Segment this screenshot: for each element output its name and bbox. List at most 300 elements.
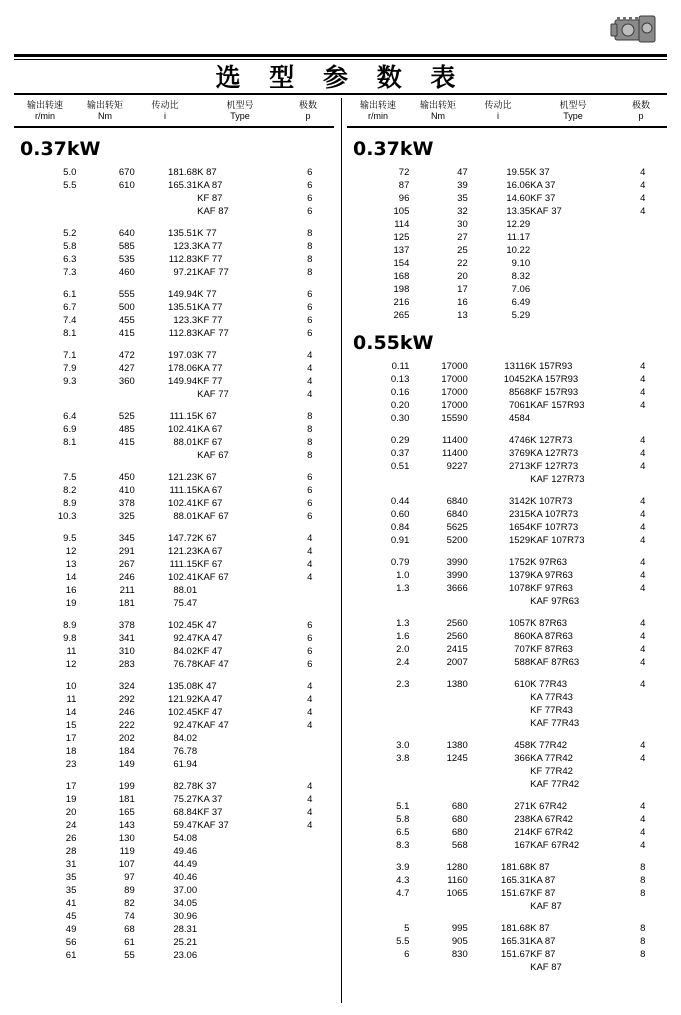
row-spacer xyxy=(14,610,334,619)
table-cell: 1078 xyxy=(508,583,531,594)
spec-table xyxy=(347,166,667,322)
table-cell: 17 xyxy=(65,733,77,744)
table-cell xyxy=(619,961,667,974)
table-row xyxy=(347,961,667,974)
table-cell: 8 xyxy=(307,450,313,461)
table-row xyxy=(347,373,667,386)
table-cell: 30.96 xyxy=(173,911,198,922)
table-row xyxy=(347,534,667,547)
table-cell: 6 xyxy=(307,193,313,204)
table-cell xyxy=(286,871,334,884)
table-row xyxy=(14,719,334,732)
table-cell: 246 xyxy=(118,572,135,583)
table-cell: K 157R93 xyxy=(530,361,573,372)
table-cell: 8 xyxy=(307,254,313,265)
table-cell: 12 xyxy=(65,659,77,670)
table-cell: 119 xyxy=(119,846,135,857)
table-row xyxy=(347,717,667,730)
table-cell: 61 xyxy=(124,937,135,948)
table-cell: KAF 77R43 xyxy=(530,718,580,729)
table-row xyxy=(347,205,667,218)
table-cell: 4 xyxy=(640,657,646,668)
header-type: 机型号 Type xyxy=(226,100,254,121)
table-cell: KA 87 xyxy=(530,936,556,947)
table-cell xyxy=(286,884,334,897)
table-row xyxy=(14,266,334,279)
table-row xyxy=(347,595,667,608)
table-cell: 6 xyxy=(307,315,313,326)
table-row xyxy=(14,832,334,845)
table-cell: 460 xyxy=(118,267,135,278)
table-cell: KA 77R42 xyxy=(530,753,573,764)
table-cell: KF 157R93 xyxy=(530,387,579,398)
table-row xyxy=(14,423,334,436)
table-row xyxy=(14,706,334,719)
table-cell: 8 xyxy=(640,949,646,960)
table-cell xyxy=(347,961,409,974)
table-cell: 324 xyxy=(118,681,135,692)
table-cell: 40.46 xyxy=(173,872,198,883)
table-cell: 12 xyxy=(65,546,77,557)
table-cell: 8568 xyxy=(508,387,531,398)
table-cell: 4 xyxy=(307,681,313,692)
table-cell: 3142 xyxy=(508,496,531,507)
table-cell: 4 xyxy=(640,814,646,825)
table-row xyxy=(14,619,334,632)
row-spacer xyxy=(14,771,334,780)
table-cell: 75.27 xyxy=(173,794,198,805)
table-row xyxy=(14,645,334,658)
table-cell: 8 xyxy=(640,862,646,873)
table-cell: 112.83 xyxy=(168,328,198,339)
table-cell: 61 xyxy=(65,950,77,961)
table-cell: K 77R43 xyxy=(530,679,568,690)
table-cell: 72 xyxy=(398,167,410,178)
table-cell: KA 127R73 xyxy=(530,448,579,459)
table-cell: 11 xyxy=(66,694,77,705)
table-cell: 4 xyxy=(640,753,646,764)
table-cell: K 67 xyxy=(197,472,217,483)
table-cell xyxy=(530,231,619,244)
table-cell: 6 xyxy=(404,949,410,960)
table-cell: 222 xyxy=(118,720,135,731)
table-cell: 88.01 xyxy=(173,585,198,596)
table-cell: KA 37 xyxy=(530,180,556,191)
table-cell: 4 xyxy=(640,206,646,217)
table-cell xyxy=(286,949,334,962)
table-cell: KA 87 xyxy=(530,875,556,886)
table-cell: K 37 xyxy=(530,167,550,178)
table-cell xyxy=(197,758,286,771)
table-cell: 14.60 xyxy=(506,193,531,204)
table-cell: 3666 xyxy=(446,583,468,594)
table-cell: 1065 xyxy=(446,888,468,899)
table-cell: 0.60 xyxy=(390,509,410,520)
table-cell: KAF 87 xyxy=(530,962,562,973)
table-cell xyxy=(197,832,286,845)
table-cell xyxy=(286,936,334,949)
table-cell: 11400 xyxy=(442,448,468,459)
table-cell xyxy=(135,192,197,205)
table-cell: KF 47 xyxy=(197,707,223,718)
table-row xyxy=(14,497,334,510)
table-cell: 35 xyxy=(65,885,77,896)
table-cell: 22 xyxy=(457,258,468,269)
table-cell: 2007 xyxy=(446,657,468,668)
table-cell: KAF 77 xyxy=(197,328,229,339)
table-cell: 19 xyxy=(65,598,77,609)
table-cell: 4.7 xyxy=(396,888,410,899)
table-cell: 25 xyxy=(457,245,468,256)
table-cell: 3.0 xyxy=(396,740,410,751)
table-cell: KF 87 xyxy=(197,193,223,204)
table-cell: KF 87 xyxy=(530,888,556,899)
table-cell xyxy=(286,845,334,858)
table-cell: 6.9 xyxy=(63,424,77,435)
table-cell: 7.1 xyxy=(63,350,77,361)
table-cell: 680 xyxy=(451,801,468,812)
table-cell: KF 37 xyxy=(197,807,223,818)
table-cell: KA 77 xyxy=(197,363,223,374)
table-cell: 8 xyxy=(640,888,646,899)
table-cell: 5.29 xyxy=(511,310,531,321)
table-row xyxy=(347,813,667,826)
table-cell: KAF 37 xyxy=(197,820,229,831)
table-cell: 6 xyxy=(307,289,313,300)
table-cell: 9.8 xyxy=(63,633,77,644)
table-cell: 121.92 xyxy=(168,694,198,705)
table-cell: 4 xyxy=(640,435,646,446)
table-cell: 19 xyxy=(65,794,77,805)
table-cell: 4 xyxy=(640,827,646,838)
table-row xyxy=(347,270,667,283)
table-cell: KA 67R42 xyxy=(530,814,573,825)
table-cell: KF 127R73 xyxy=(530,461,579,472)
table-cell: 4 xyxy=(640,740,646,751)
table-cell xyxy=(197,845,286,858)
table-cell: 24 xyxy=(65,820,77,831)
table-row xyxy=(14,897,334,910)
table-cell: 8 xyxy=(307,424,313,435)
table-cell: 4 xyxy=(640,167,646,178)
table-cell xyxy=(286,597,334,610)
table-cell xyxy=(76,192,134,205)
table-cell: K 77 xyxy=(197,228,217,239)
table-cell: KA 87 xyxy=(197,180,223,191)
table-cell: 30 xyxy=(457,219,468,230)
table-row xyxy=(14,349,334,362)
table-cell: 19.55 xyxy=(506,167,531,178)
table-cell: 61.94 xyxy=(173,759,198,770)
table-cell: 13 xyxy=(65,559,77,570)
table-cell: 8.9 xyxy=(63,498,77,509)
table-cell: 585 xyxy=(118,241,135,252)
table-cell: 135.51 xyxy=(168,302,198,313)
table-cell: 165 xyxy=(118,807,135,818)
table-cell: 151.67 xyxy=(501,949,531,960)
table-cell: 8.1 xyxy=(63,328,77,339)
table-cell: 4 xyxy=(640,840,646,851)
table-cell: 680 xyxy=(451,827,468,838)
table-row xyxy=(14,166,334,179)
table-cell: 3769 xyxy=(508,448,531,459)
table-row xyxy=(14,532,334,545)
table-row xyxy=(347,192,667,205)
table-cell: K 67R42 xyxy=(530,801,568,812)
table-cell: 5.5 xyxy=(396,936,410,947)
table-cell: 4 xyxy=(640,644,646,655)
table-cell xyxy=(14,449,76,462)
table-cell: 202 xyxy=(118,733,135,744)
table-cell: 1.6 xyxy=(396,631,410,642)
table-cell: K 67 xyxy=(197,411,217,422)
table-cell xyxy=(347,717,409,730)
table-row xyxy=(347,935,667,948)
table-cell xyxy=(619,412,667,425)
table-row xyxy=(347,386,667,399)
table-cell: 181.68 xyxy=(168,167,198,178)
table-cell xyxy=(14,205,76,218)
table-cell xyxy=(530,283,619,296)
table-cell: 4 xyxy=(307,794,313,805)
table-row xyxy=(347,778,667,791)
table-cell: 151.67 xyxy=(501,888,531,899)
table-cell: 68 xyxy=(124,924,135,935)
right-sections xyxy=(347,138,667,974)
table-cell: 16 xyxy=(65,585,77,596)
table-cell: 2.4 xyxy=(396,657,410,668)
table-row xyxy=(14,388,334,401)
table-cell xyxy=(347,691,409,704)
table-cell: 56 xyxy=(65,937,77,948)
table-cell: 211 xyxy=(119,585,135,596)
table-cell xyxy=(619,473,667,486)
table-cell: K 77 xyxy=(197,289,217,300)
table-cell: 102.45 xyxy=(168,620,198,631)
row-spacer xyxy=(347,913,667,922)
table-cell: KAF 37 xyxy=(530,206,562,217)
table-row xyxy=(14,510,334,523)
table-cell: 76.78 xyxy=(173,746,198,757)
table-row xyxy=(14,658,334,671)
table-cell: 427 xyxy=(118,363,135,374)
table-cell: 0.20 xyxy=(390,400,410,411)
table-cell xyxy=(286,910,334,923)
table-cell xyxy=(619,257,667,270)
table-cell: 45 xyxy=(65,911,77,922)
table-cell: 378 xyxy=(118,498,135,509)
table-cell xyxy=(619,691,667,704)
table-cell: 4 xyxy=(307,694,313,705)
table-row xyxy=(14,793,334,806)
column-header-right xyxy=(347,98,667,128)
table-cell: 415 xyxy=(118,437,135,448)
table-row xyxy=(14,571,334,584)
table-cell: 360 xyxy=(118,376,135,387)
table-cell: 4 xyxy=(307,546,313,557)
table-row xyxy=(14,301,334,314)
table-cell: 75.47 xyxy=(173,598,198,609)
table-cell: KAF 67 xyxy=(197,511,229,522)
table-row xyxy=(14,288,334,301)
table-cell: 13.35 xyxy=(506,206,531,217)
table-cell: 111.15 xyxy=(169,559,198,570)
table-cell: 415 xyxy=(118,328,135,339)
table-cell xyxy=(619,283,667,296)
table-row xyxy=(14,936,334,949)
table-cell: 102.41 xyxy=(168,424,198,435)
table-cell: 2.0 xyxy=(396,644,410,655)
table-cell: 0.16 xyxy=(390,387,410,398)
table-cell xyxy=(409,961,467,974)
table-cell: 7.06 xyxy=(511,284,531,295)
table-cell xyxy=(619,231,667,244)
table-cell: 265 xyxy=(393,310,410,321)
table-cell: 4 xyxy=(640,496,646,507)
table-cell: 485 xyxy=(118,424,135,435)
table-cell: 16 xyxy=(457,297,468,308)
table-cell xyxy=(530,270,619,283)
table-row xyxy=(347,678,667,691)
table-cell: 178.06 xyxy=(168,363,198,374)
table-cell: 147.72 xyxy=(168,533,198,544)
table-cell xyxy=(409,691,467,704)
table-cell: 1.3 xyxy=(396,583,410,594)
row-spacer xyxy=(14,218,334,227)
table-cell: 610 xyxy=(118,180,135,191)
table-row xyxy=(347,231,667,244)
row-spacer xyxy=(14,462,334,471)
table-cell: 6.1 xyxy=(63,289,77,300)
table-cell: 0.79 xyxy=(390,557,410,568)
table-cell: KA 77 xyxy=(197,241,223,252)
table-cell: 6 xyxy=(307,485,313,496)
table-cell: 1752 xyxy=(508,557,531,568)
table-cell: 4 xyxy=(640,618,646,629)
table-row xyxy=(347,179,667,192)
table-row xyxy=(14,327,334,340)
table-cell xyxy=(409,595,467,608)
header-type: 机型号 Type xyxy=(559,100,587,121)
table-cell: 4 xyxy=(307,389,313,400)
table-cell xyxy=(286,858,334,871)
table-row xyxy=(14,858,334,871)
table-cell: 0.44 xyxy=(390,496,410,507)
table-row xyxy=(347,887,667,900)
table-cell: 366 xyxy=(514,753,531,764)
table-cell xyxy=(197,884,286,897)
table-cell xyxy=(197,936,286,949)
table-cell: 197.03 xyxy=(168,350,198,361)
table-row xyxy=(347,447,667,460)
header-poles: 极数 p xyxy=(631,100,650,121)
table-cell: 6 xyxy=(307,472,313,483)
table-cell: KA 67 xyxy=(197,485,223,496)
table-cell xyxy=(197,584,286,597)
table-cell: 41 xyxy=(65,898,77,909)
table-cell xyxy=(286,758,334,771)
table-cell xyxy=(197,858,286,871)
table-cell: 181 xyxy=(118,598,135,609)
table-cell: 1379 xyxy=(508,570,531,581)
left-column xyxy=(14,98,334,962)
table-cell: KA 47 xyxy=(197,633,223,644)
table-cell: 6840 xyxy=(446,496,468,507)
table-cell xyxy=(619,244,667,257)
table-cell: 15590 xyxy=(441,413,468,424)
table-cell xyxy=(409,704,467,717)
table-cell xyxy=(468,691,530,704)
table-cell: 6.4 xyxy=(63,411,77,422)
table-cell: 1654 xyxy=(508,522,531,533)
table-cell: 55 xyxy=(124,950,135,961)
table-row xyxy=(347,874,667,887)
table-cell: 283 xyxy=(118,659,135,670)
table-cell: 137 xyxy=(393,245,410,256)
table-cell: 6 xyxy=(307,498,313,509)
table-cell: 92.47 xyxy=(173,720,198,731)
table-cell: 568 xyxy=(451,840,468,851)
table-cell xyxy=(468,717,530,730)
table-cell: 8.1 xyxy=(63,437,77,448)
table-cell xyxy=(468,473,530,486)
table-cell: 4.3 xyxy=(396,875,410,886)
table-cell: 472 xyxy=(118,350,135,361)
table-cell xyxy=(197,732,286,745)
table-cell xyxy=(468,778,530,791)
table-cell: 12.29 xyxy=(506,219,531,230)
table-cell: 4 xyxy=(307,707,313,718)
table-cell: 588 xyxy=(514,657,531,668)
table-cell xyxy=(619,704,667,717)
table-cell: KAF 77 xyxy=(197,267,229,278)
table-cell: KF 77 xyxy=(197,254,223,265)
table-cell: 4 xyxy=(640,631,646,642)
table-cell: 1160 xyxy=(447,875,468,886)
table-cell: K 87 xyxy=(530,862,550,873)
table-cell: KAF 77R42 xyxy=(530,779,580,790)
table-cell: 181.68 xyxy=(501,923,531,934)
table-row xyxy=(14,375,334,388)
table-cell: 74 xyxy=(124,911,135,922)
table-cell: 5625 xyxy=(446,522,468,533)
table-cell: 4 xyxy=(640,361,646,372)
table-cell: 84.02 xyxy=(173,733,198,744)
table-cell: 20 xyxy=(457,271,468,282)
table-cell xyxy=(619,296,667,309)
table-cell: 6.49 xyxy=(511,297,531,308)
table-cell xyxy=(619,900,667,913)
table-cell: KAF 127R73 xyxy=(530,474,585,485)
table-cell: 25.21 xyxy=(173,937,198,948)
table-cell: 5.8 xyxy=(63,241,77,252)
table-cell: 165.31 xyxy=(501,936,531,947)
table-cell: 2560 xyxy=(446,631,468,642)
table-cell: 2415 xyxy=(446,644,468,655)
table-cell: 68.84 xyxy=(173,807,198,818)
table-cell: K 107R73 xyxy=(530,496,573,507)
table-cell: 535 xyxy=(118,254,135,265)
table-row xyxy=(14,179,334,192)
table-row xyxy=(347,900,667,913)
table-cell: 6.7 xyxy=(63,302,77,313)
table-cell: 8 xyxy=(640,875,646,886)
table-cell: 238 xyxy=(514,814,531,825)
table-row xyxy=(347,412,667,425)
table-cell: KAF 47 xyxy=(197,659,229,670)
table-cell: 97 xyxy=(124,872,135,883)
table-cell: KF 67 xyxy=(197,498,223,509)
